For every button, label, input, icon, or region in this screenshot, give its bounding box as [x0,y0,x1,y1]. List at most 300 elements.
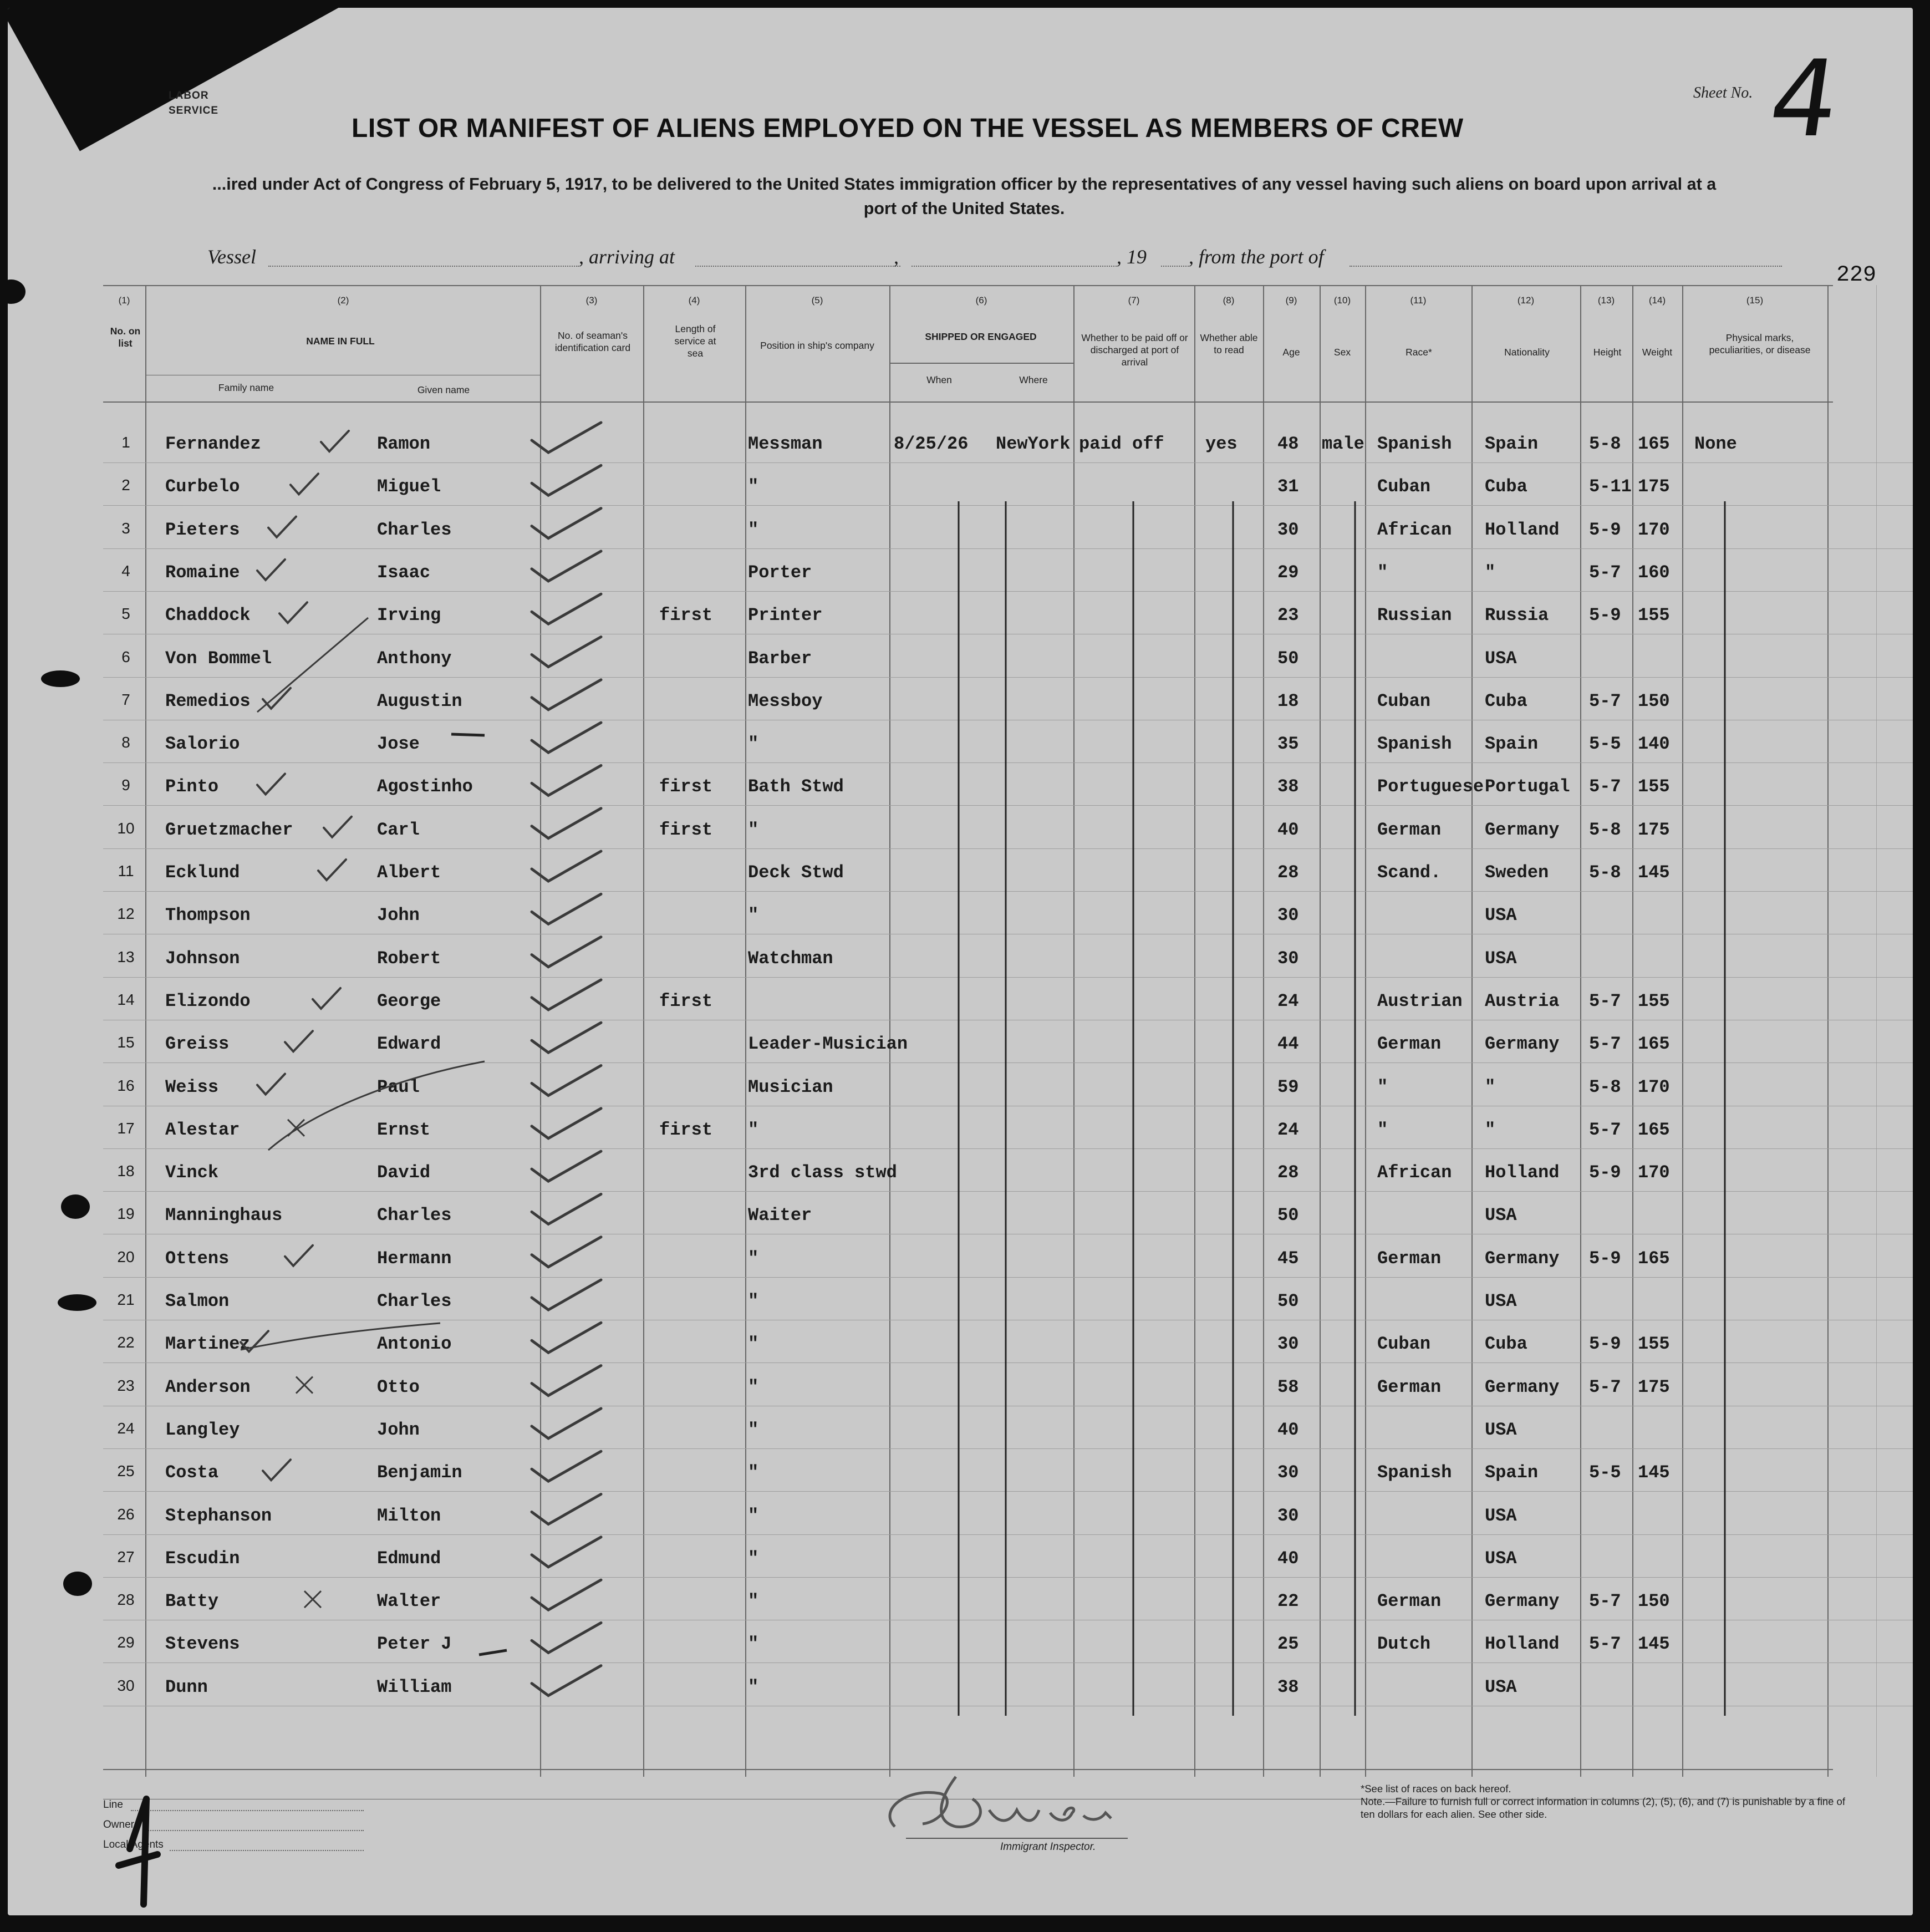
height: 5-11 [1589,476,1632,497]
nationality: Spain [1485,1462,1539,1483]
footnote-races: *See list of races on back hereof. [1361,1783,1511,1794]
race: Dutch [1377,1634,1431,1655]
position: " [748,1291,759,1311]
height: 5-8 [1589,434,1621,454]
hdr-when: When [926,374,952,385]
race: Spanish [1377,434,1452,454]
height: 5-7 [1589,990,1621,1011]
age: 59 [1277,1076,1299,1097]
given-name: Hermann [377,1248,452,1269]
position: " [748,1248,759,1269]
sex: male [1322,434,1364,454]
age: 50 [1277,1205,1299,1226]
height: 5-7 [1589,1591,1621,1612]
given-name: Antonio [377,1334,452,1355]
row-number: 9 [121,776,130,794]
height: 5-9 [1589,1162,1621,1183]
position: " [748,1548,759,1569]
weight: 140 [1638,734,1670,755]
weight: 150 [1638,1591,1670,1612]
weight: 145 [1638,1634,1670,1655]
nationality: Spain [1485,434,1539,454]
age: 30 [1277,1505,1299,1526]
nationality: USA [1485,905,1517,926]
row-number: 13 [117,948,135,965]
family-name: Romaine [165,562,240,583]
family-name: Ottens [165,1248,230,1269]
age: 25 [1277,1634,1299,1655]
handwritten-checkmarks [8,8,1913,1915]
height: 5-9 [1589,1248,1621,1269]
height: 5-7 [1589,690,1621,711]
family-name: Martinez [165,1334,251,1355]
length-of-service: first [659,1119,713,1140]
age: 35 [1277,734,1299,755]
given-name: Edward [377,1034,441,1055]
row-number: 23 [117,1376,135,1394]
row-number: 14 [117,990,135,1008]
age: 28 [1277,1162,1299,1183]
family-name: Manninghaus [165,1205,283,1226]
inspector-label: Immigrant Inspector. [1000,1841,1096,1853]
family-name: Curbelo [165,476,240,497]
age: 38 [1277,776,1299,797]
given-name: Ernst [377,1119,431,1140]
weight: 155 [1638,990,1670,1011]
colnum-4: (4) [688,295,700,306]
given-name: Miguel [377,476,441,497]
given-name: Charles [377,519,452,540]
position: " [748,1505,759,1526]
nationality: USA [1485,1419,1517,1440]
position: Musician [748,1076,833,1097]
given-name: Walter [377,1591,441,1612]
row-number: 7 [121,690,130,708]
weight: 165 [1638,1034,1670,1055]
position: " [748,1462,759,1483]
age: 50 [1277,648,1299,669]
colnum-5: (5) [811,295,823,306]
given-name: Charles [377,1291,452,1311]
hdr-family-name: Family name [218,382,274,393]
nationality: USA [1485,948,1517,969]
age: 40 [1277,1548,1299,1569]
colnum-14: (14) [1648,295,1666,306]
row-number: 19 [117,1205,135,1223]
family-name: Johnson [165,948,240,969]
position: Waiter [748,1205,812,1226]
colnum-12: (12) [1517,295,1535,306]
age: 24 [1277,990,1299,1011]
weight: 170 [1638,1162,1670,1183]
colnum-13: (13) [1597,295,1615,306]
height: 5-7 [1589,1119,1621,1140]
given-name: Anthony [377,648,452,669]
given-name: Paul [377,1076,420,1097]
from-port-label: , from the port of [1189,246,1324,268]
colnum-15: (15) [1746,295,1764,306]
weight: 165 [1638,1248,1670,1269]
weight: 160 [1638,562,1670,583]
nationality: USA [1485,1505,1517,1526]
nationality: Cuba [1485,476,1527,497]
height: 5-5 [1589,1462,1621,1483]
nationality: USA [1485,1548,1517,1569]
row-number: 26 [117,1505,135,1523]
nationality: USA [1485,1205,1517,1226]
position: Printer [748,605,823,626]
colnum-8: (8) [1223,295,1235,306]
race: " [1377,562,1388,583]
row-number: 8 [121,734,130,751]
position: " [748,819,759,840]
hdr-no-on-list: No. on list [110,326,141,349]
family-name: Thompson [165,905,251,926]
given-name: Robert [377,948,441,969]
footer-owners-label: Owners [103,1819,140,1831]
age: 24 [1277,1119,1299,1140]
row-number: 20 [117,1248,135,1265]
row-number: 28 [117,1591,135,1609]
age: 38 [1277,1676,1299,1697]
weight: 165 [1638,1119,1670,1140]
page-number: 229 [1836,263,1877,288]
arriving-comma: , [894,246,899,268]
colnum-9: (9) [1285,295,1297,306]
height: 5-7 [1589,1634,1621,1655]
age: 23 [1277,605,1299,626]
hdr-race: Race* [1406,347,1432,358]
row-number: 30 [117,1676,135,1694]
given-name: Ramon [377,434,431,454]
weight: 165 [1638,434,1670,454]
weight: 175 [1638,819,1670,840]
nationality: Cuba [1485,1334,1527,1355]
given-name: David [377,1162,431,1183]
vessel-label: Vessel [207,246,256,268]
nationality: " [1485,1076,1496,1097]
family-name: Remedios [165,690,251,711]
given-name: Albert [377,862,441,883]
position: Barber [748,648,812,669]
length-of-service: first [659,990,713,1011]
dept-line-service: SERVICE [169,105,219,116]
hdr-sex: Sex [1333,347,1351,358]
position: " [748,1334,759,1355]
row-number: 3 [121,519,130,537]
position: " [748,1376,759,1397]
row-number: 12 [117,905,135,923]
age: 30 [1277,1334,1299,1355]
position: 3rd class stwd [748,1162,897,1183]
hdr-age: Age [1282,347,1300,358]
position: Messman [748,434,823,454]
race: German [1377,819,1442,840]
given-name: John [377,1419,420,1440]
page-title: LIST OR MANIFEST OF ALIENS EMPLOYED ON THE VESSEL AS MEMBERS OF CREW [352,114,1464,143]
hdr-position: Position in ship's company [760,340,874,351]
position: Leader-Musician [748,1034,908,1055]
position: Watchman [748,948,833,969]
nationality: USA [1485,648,1517,669]
position: " [748,1676,759,1697]
age: 22 [1277,1591,1299,1612]
height: 5-9 [1589,1334,1621,1355]
given-name: Benjamin [377,1462,462,1483]
nationality: Holland [1485,1634,1560,1655]
age: 31 [1277,476,1299,497]
race: Russian [1377,605,1452,626]
given-name: Milton [377,1505,441,1526]
age: 18 [1277,690,1299,711]
given-name: Isaac [377,562,431,583]
race: " [1377,1119,1388,1140]
race: African [1377,1162,1452,1183]
age: 45 [1277,1248,1299,1269]
age: 44 [1277,1034,1299,1055]
family-name: Stevens [165,1634,240,1655]
age: 50 [1277,1291,1299,1311]
colnum-7: (7) [1128,295,1140,306]
height: 5-9 [1589,519,1621,540]
footer-line-label: Line [103,1799,123,1811]
family-name: Langley [165,1419,240,1440]
age: 58 [1277,1376,1299,1397]
height: 5-7 [1589,1034,1621,1055]
row-number: 2 [121,476,130,494]
given-name: Irving [377,605,441,626]
length-of-service: first [659,819,713,840]
nationality: Cuba [1485,690,1527,711]
colnum-6: (6) [975,295,987,306]
family-name: Elizondo [165,990,251,1011]
race: Cuban [1377,690,1431,711]
row-number: 1 [121,434,130,451]
manifest-sheet [8,8,1913,1915]
height: 5-7 [1589,1376,1621,1397]
nationality: Holland [1485,1162,1560,1183]
nationality: Austria [1485,990,1560,1011]
family-name: Dunn [165,1676,208,1697]
height: 5-7 [1589,776,1621,797]
year-label: , 19 [1117,246,1147,268]
row-number: 27 [117,1548,135,1565]
hdr-paid-off: Whether to be paid off or discharged at port of arrival [1081,332,1188,368]
race: " [1377,1076,1388,1097]
nationality: Holland [1485,519,1560,540]
position: " [748,1634,759,1655]
hdr-length-service: Length of service at sea [674,323,716,359]
dept-line-labor: LABOR [169,90,209,101]
weight: 145 [1638,862,1670,883]
weight: 150 [1638,690,1670,711]
nationality: Germany [1485,1376,1560,1397]
weight: 170 [1638,1076,1670,1097]
position: Porter [748,562,812,583]
position: Messboy [748,690,823,711]
row-number: 10 [117,819,135,837]
nationality: Portugal [1485,776,1570,797]
length-of-service: first [659,776,713,797]
family-name: Vinck [165,1162,219,1183]
age: 30 [1277,948,1299,969]
hdr-name-in-full: NAME IN FULL [306,335,375,347]
race: German [1377,1591,1442,1612]
hdr-nationality: Nationality [1504,347,1550,358]
hdr-given-name: Given name [417,384,470,395]
row-number: 15 [117,1034,135,1051]
hdr-height: Height [1593,347,1622,358]
weight: 170 [1638,519,1670,540]
given-name: George [377,990,441,1011]
shipped-where: NewYork [996,434,1071,454]
nationality: Russia [1485,605,1549,626]
row-number: 25 [117,1462,135,1480]
hdr-shipped: SHIPPED OR ENGAGED [925,331,1037,342]
race: Cuban [1377,476,1431,497]
weight: 145 [1638,1462,1670,1483]
colnum-2: (2) [337,295,349,306]
physical-marks: None [1694,434,1737,454]
weight: 175 [1638,1376,1670,1397]
position: " [748,476,759,497]
row-number: 22 [117,1334,135,1351]
position: Bath Stwd [748,776,844,797]
nationality: Germany [1485,1034,1560,1055]
position: " [748,1591,759,1612]
family-name: Salmon [165,1291,230,1311]
nationality: Spain [1485,734,1539,755]
weight: 155 [1638,605,1670,626]
family-name: Fernandez [165,434,261,454]
row-number: 16 [117,1076,135,1094]
row-number: 24 [117,1419,135,1437]
age: 30 [1277,905,1299,926]
age: 30 [1277,1462,1299,1483]
subtitle-line-2: port of the United States. [863,199,1065,218]
colnum-11: (11) [1410,295,1427,306]
colnum-10: (10) [1333,295,1351,306]
position: Deck Stwd [748,862,844,883]
race: Spanish [1377,734,1452,755]
age: 29 [1277,562,1299,583]
hdr-physical: Physical marks, peculiarities, or disease [1709,332,1811,355]
given-name: Augustin [377,690,462,711]
race: German [1377,1376,1442,1397]
position: " [748,1119,759,1140]
family-name: Pieters [165,519,240,540]
given-name: Charles [377,1205,452,1226]
row-number: 17 [117,1119,135,1137]
row-number: 5 [121,605,130,623]
sheet-number: 4 [1762,38,1847,160]
nationality: " [1485,562,1496,583]
row-number: 4 [121,562,130,579]
age: 40 [1277,1419,1299,1440]
hdr-able-read: Whether able to read [1200,332,1258,355]
family-name: Von Bommel [165,648,272,669]
family-name: Alestar [165,1119,240,1140]
height: 5-8 [1589,1076,1621,1097]
race: African [1377,519,1452,540]
nationality: Sweden [1485,862,1549,883]
family-name: Batty [165,1591,219,1612]
height: 5-7 [1589,562,1621,583]
able-to-read: yes [1205,434,1238,454]
family-name: Pinto [165,776,219,797]
nationality: Germany [1485,1248,1560,1269]
age: 30 [1277,519,1299,540]
given-name: Carl [377,819,420,840]
family-name: Stephanson [165,1505,272,1526]
colnum-1: (1) [118,295,130,306]
family-name: Gruetzmacher [165,819,293,840]
given-name: William [377,1676,452,1697]
race: Scand. [1377,862,1442,883]
family-name: Salorio [165,734,240,755]
given-name: Agostinho [377,776,473,797]
height: 5-9 [1589,605,1621,626]
sheet-label: Sheet No. [1693,84,1753,101]
family-name: Escudin [165,1548,240,1569]
length-of-service: first [659,605,713,626]
race: Spanish [1377,1462,1452,1483]
nationality: Germany [1485,819,1560,840]
given-name: Edmund [377,1548,441,1569]
weight: 175 [1638,476,1670,497]
nationality: " [1485,1119,1496,1140]
position: " [748,519,759,540]
height: 5-8 [1589,862,1621,883]
hdr-id-card: No. of seaman's identification card [554,330,631,353]
age: 28 [1277,862,1299,883]
position: " [748,734,759,755]
footer-agents-label: Local Agents [103,1839,164,1850]
nationality: USA [1485,1291,1517,1311]
given-name: John [377,905,420,926]
family-name: Chaddock [165,605,251,626]
arriving-label: , arriving at [579,246,675,268]
nationality: Germany [1485,1591,1560,1612]
position: " [748,905,759,926]
family-name: Weiss [165,1076,219,1097]
shipped-when: 8/25/26 [894,434,969,454]
hdr-where: Where [1019,374,1048,385]
family-name: Ecklund [165,862,240,883]
given-name: Otto [377,1376,420,1397]
height: 5-8 [1589,819,1621,840]
row-number: 11 [118,862,134,879]
subtitle-line-1: ...ired under Act of Congress of February 5, 1917, to be delivered to the United States immigration officer by the representatives of any vessel having such aliens on board upon arrival at a [212,175,1717,194]
family-name: Costa [165,1462,219,1483]
race: Cuban [1377,1334,1431,1355]
height: 5-5 [1589,734,1621,755]
given-name: Peter J [377,1634,452,1655]
race: Austrian [1377,990,1463,1011]
race: Portuguese [1377,776,1484,797]
footnote-penalty: Note.—Failure to furnish full or correct information in columns (2), (5), (6), and (7) is punishable by a fine of ten dollars for each alien. See other side. [1361,1796,1845,1820]
row-number: 6 [121,648,130,665]
row-number: 29 [117,1634,135,1651]
weight: 155 [1638,776,1670,797]
row-number: 21 [117,1291,135,1308]
race: German [1377,1248,1442,1269]
family-name: Anderson [165,1376,251,1397]
age: 40 [1277,819,1299,840]
paid-off: paid off [1079,434,1164,454]
family-name: Greiss [165,1034,230,1055]
position: " [748,1419,759,1440]
